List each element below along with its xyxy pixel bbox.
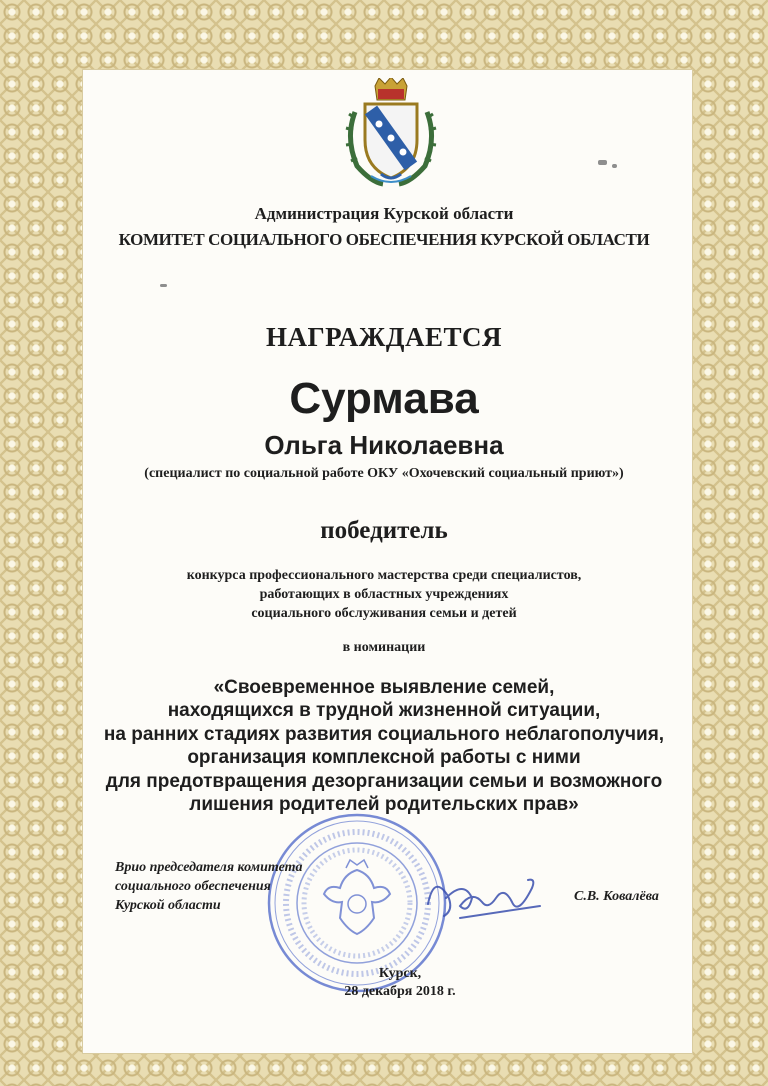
recipient-position: (специалист по социальной работе ОКУ «Охочевский социальный приют») [144,466,624,481]
recipient-surname: Сурмава [289,374,479,423]
nomination-label: в номинации [342,640,426,655]
contest-line: конкурса профессионального мастерства среди специалистов, [186,568,582,583]
recipient-given-names: Ольга Николаевна [264,430,504,460]
issue-date: 28 декабря 2018 г. [344,984,456,999]
nomination-line: лишения родителей родительских прав» [189,794,579,816]
contest-line: социального обслуживания семьи и детей [251,606,517,621]
signer-title-line: Врио председателя комитета [115,860,303,875]
signer-title-line: социального обеспечения [115,879,271,894]
nomination-line: на ранних стадиях развития социального неблагополучия, [103,723,665,745]
signer-title-line: Курской области [115,898,221,913]
handwritten-signature-icon [420,860,550,930]
nomination-line: находящихся в трудной жизненной ситуации, [167,700,601,722]
nomination-line: «Своевременное выявление семей, [213,677,555,698]
kursk-coat-of-arms-icon [341,78,441,188]
award-title: победитель [320,517,448,544]
scan-speck [598,160,607,165]
scan-speck [612,164,617,168]
contest-description [0,566,768,623]
issue-city: Курск, [378,966,422,981]
signer-title [115,858,303,915]
nomination-text [0,676,768,816]
administration-title: Администрация Курской области [254,204,514,223]
nomination-line: для предотвращения дезорганизации семьи и возможного [105,770,663,792]
awarded-heading: НАГРАЖДАЕТСЯ [265,322,502,352]
signer-name: С.В. Ковалёва [574,889,659,904]
contest-line: работающих в областных учреждениях [259,587,509,602]
nomination-line: организация комплексной работы с ними [187,747,581,769]
scan-speck [160,284,167,287]
committee-title: КОМИТЕТ СОЦИАЛЬНОГО ОБЕСПЕЧЕНИЯ КУРСКОЙ ОБЛАСТИ [118,230,650,249]
